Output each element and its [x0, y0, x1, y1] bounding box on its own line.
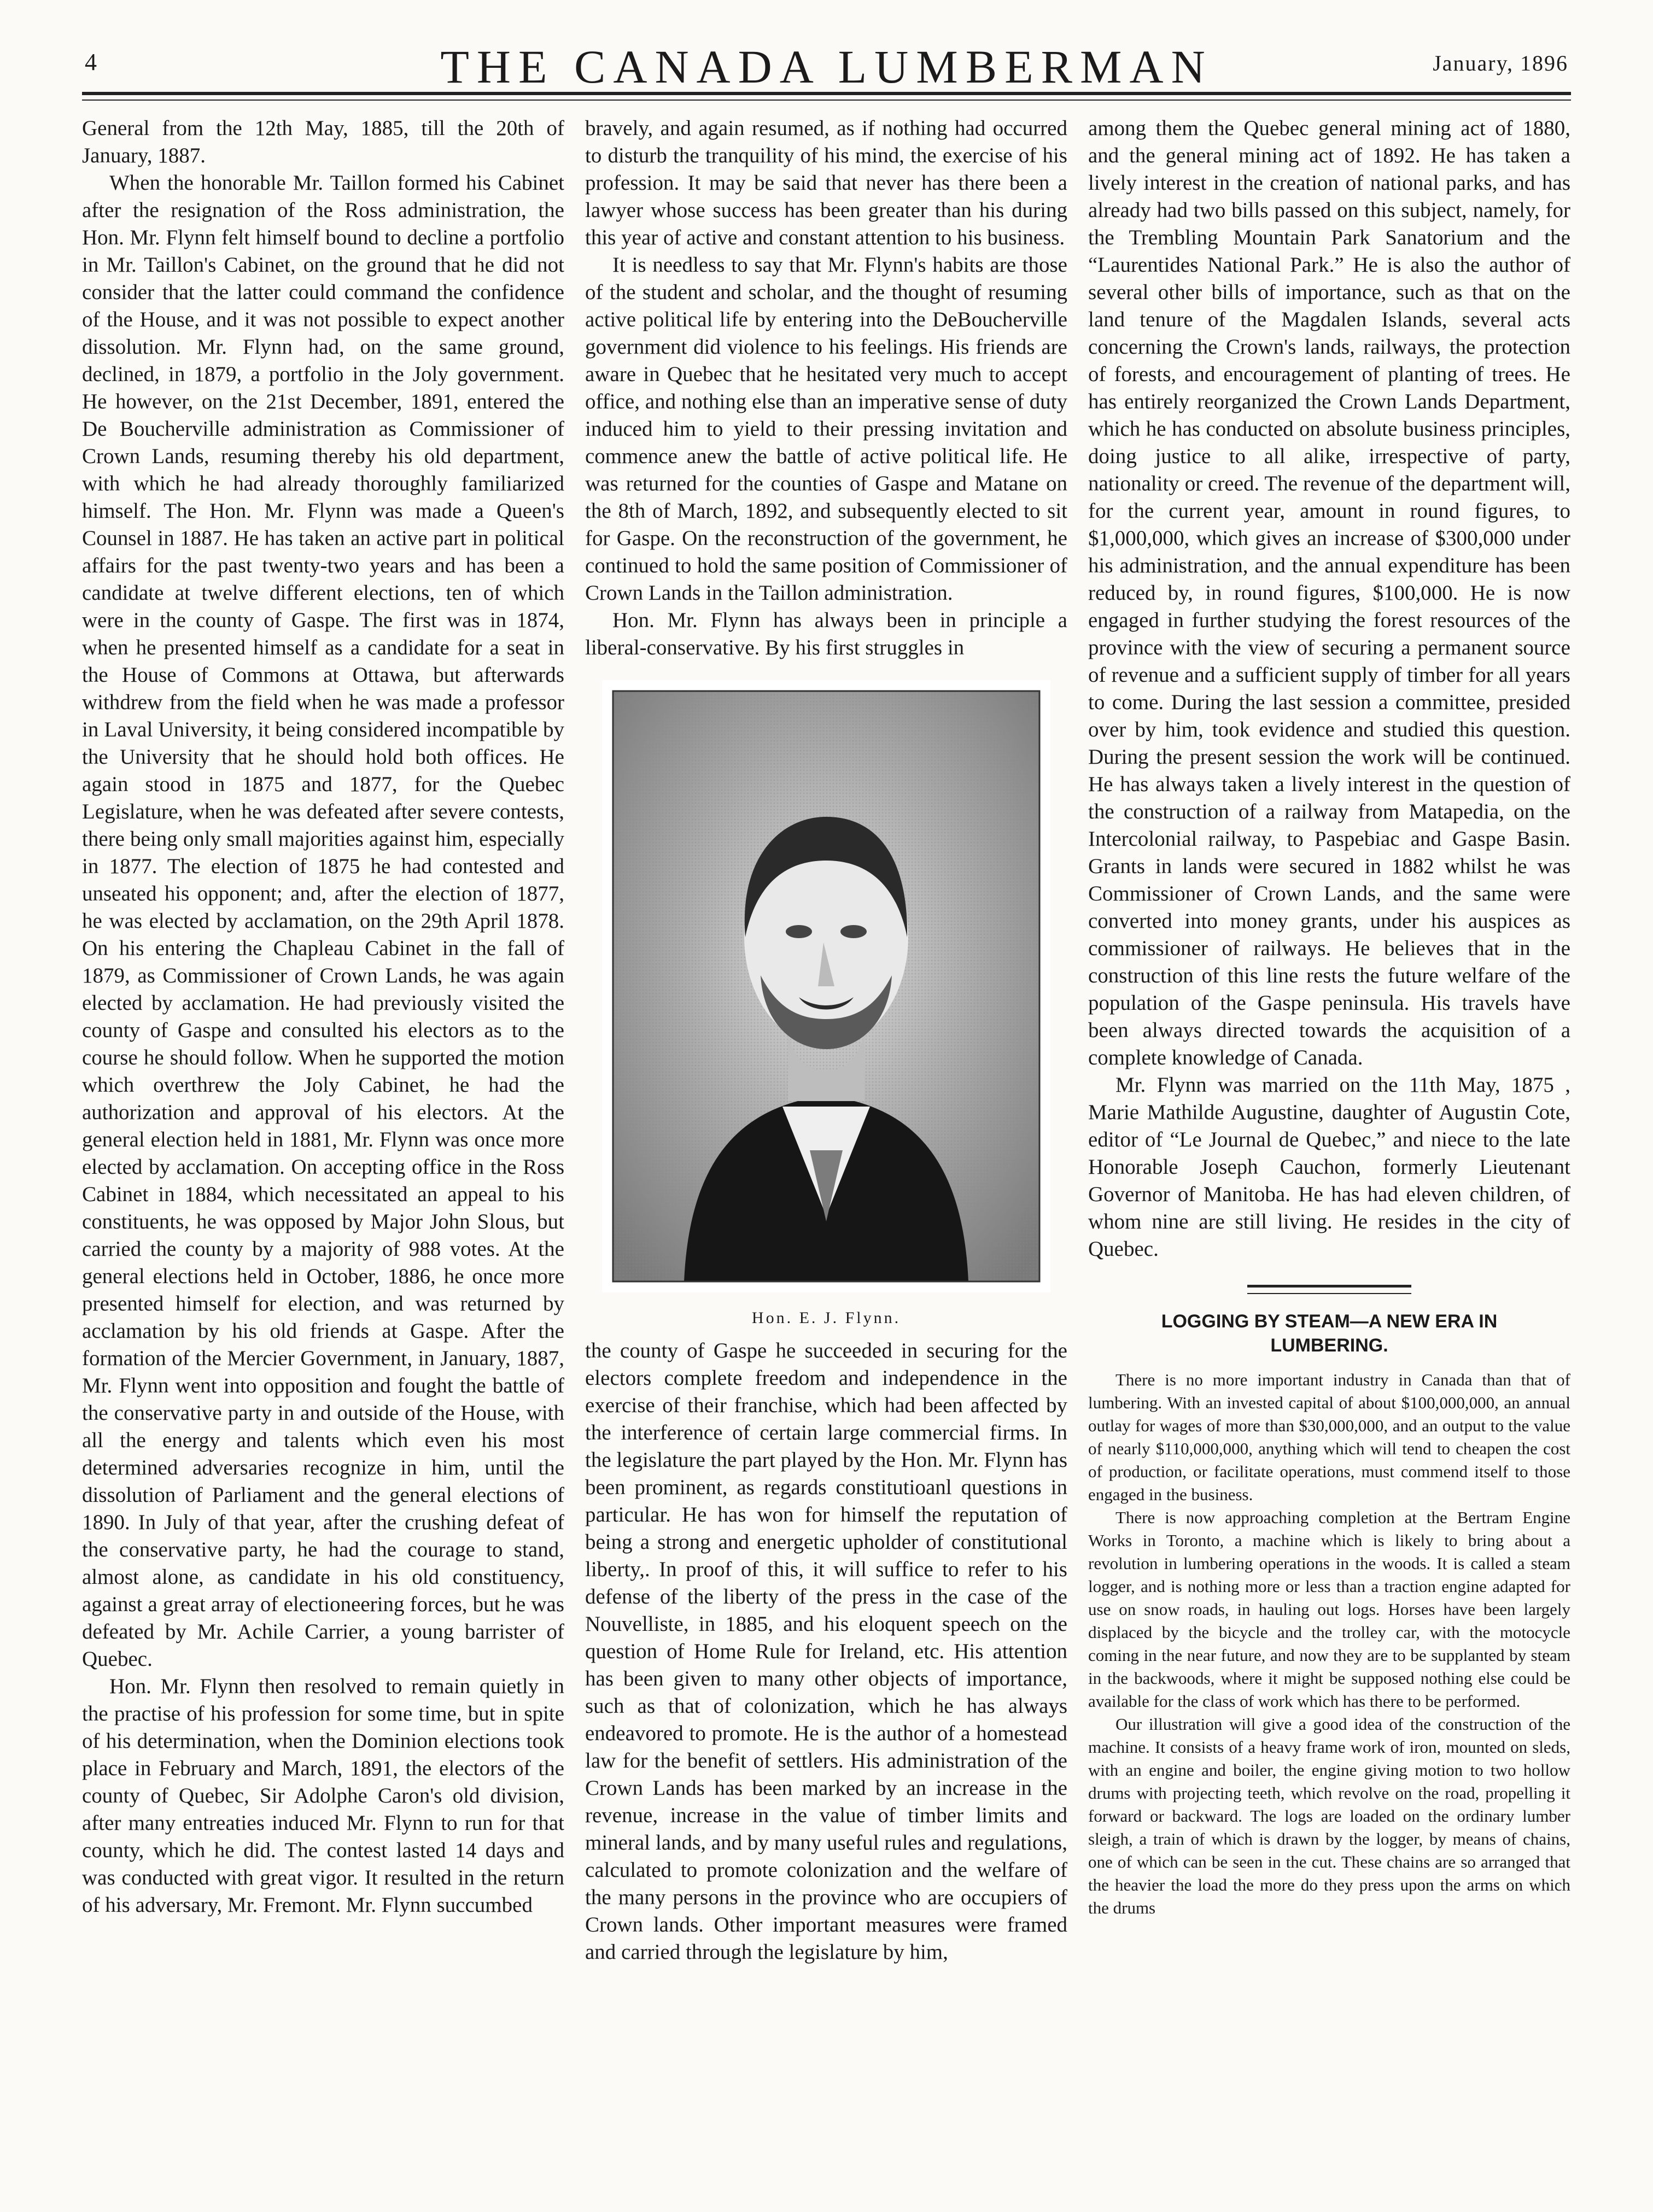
paragraph: the county of Gaspe he succeeded in securing for the electors complete freedom and independence in the exercise of their franchise, which had been affected by the interference of certain large commercial firms. In the legislature the part played by the Hon. Mr. Flynn has been prominent, as regards constitutioanl questions in particular. He has won for himself the reputation of being a strong and energetic upholder of constitutional liberty,. In proof of this, it will suffice to refer to his defense of the liberty of the press in the case of the Nouvelliste, in 1885, and his eloquent speech on the question of Home Rule for Ireland, etc. His attention has been given to many other objects of importance, such as that of colonization, which he has always endeavored to promote. He is the author of a homestead law for the benefit of settlers. His administration of the Crown Lands has been marked by an increase in the revenue, increase in the value of timber limits and mineral lands, and by many useful rules and regulations, calculated to promote colonization and the welfare of the many persons in the province who are occupiers of Crown lands. Other important measures were framed and carried through the legislature by him, [585, 1339, 1067, 1964]
issue-date: January, 1896 [1433, 51, 1568, 75]
header-rule [82, 92, 1571, 95]
portrait-caption: Hon. E. J. Flynn. [751, 1309, 901, 1327]
paragraph: bravely, and again resumed, as if nothing had occurred to disturb the tranquility of his mind, the exercise of his profession. It may be said that never has there been a lawyer whose success has been greater than his during this year of active and constant attention to his business. [585, 116, 1067, 249]
paragraph: Hon. Mr. Flynn then resolved to remain quietly in the practise of his profession for some time, but in spite of his determination, when the Dominion elections took place in February and March, 1891, the electors of the county of Quebec, Sir Adolphe Caron's old division, after many entreaties induced Mr. Flynn to run for that county, which he did. The contest lasted 14 days and was conducted with great vigor. It resulted in the return of his adversary, Mr. Fremont. Mr. Flynn succumbed [82, 1675, 564, 1917]
paragraph: among them the Quebec general mining act of 1880, and the general mining act of 1892. He has taken a lively interest in the creation of national parks, and has already had two bills passed on this subject, namely, for the Trembling Mountain Park Sanatorium and the “Laurentides National Park.” He is also the author of several other bills of importance, such as that on the land tenure of the Magdalen Islands, several acts concerning the Crown's lands, railways, the protection of forests, and encouragement of planting of trees. He has entirely reorganized the Crown Lands Department, which he has conducted on absolute business principles, doing justice to all alike, irrespective of party, nationality or creed. The revenue of the department will, for the current year, amount in round figures, to $1,000,000, which gives an increase of $300,000 under his administration, and the annual expenditure has been reduced by, in round figures, $100,000. He is now engaged in further studying the forest resources of the province with the view of securing a permanent source of revenue and a sufficient supply of timber for all years to come. During the last session a committee, presided over by him, took evidence and studied this question. During the present session the work will be continued. He has always taken a lively interest in the question of the construction of a railway from Matapedia, on the Intercolonial railway, to Paspebiac and Gaspe Basin. Grants in lands were secured in 1882 whilst he was Commissioner of Crown Lands, and the same were converted into money grants, under his auspices as commissioner of railways. He believes that in the construction of this line rests the future welfare of the population of the Gaspe peninsula. His travels have been always directed towards the acquisition of a complete knowledge of Canada. [1088, 116, 1570, 1069]
paragraph: When the honorable Mr. Taillon formed his Cabinet after the resignation of the Ross administration, the Hon. Mr. Flynn felt himself bound to decline a portfolio in Mr. Taillon's Cabinet, on the ground that he did not consider that the latter could command the confidence of the House, and it was not possible to expect another dissolution. Mr. Flynn had, on the same ground, declined, in 1879, a portfolio in the Joly government. He however, on the 21st December, 1891, entered the De Boucherville administration as Commissioner of Crown Lands, resuming thereby his old department, with which he had already thoroughly familiarized himself. The Hon. Mr. Flynn was made a Queen's Counsel in 1887. He has taken an active part in political affairs for the past twenty-two years and has been a candidate at twelve different elections, ten of which were in the county of Gaspe. The first was in 1874, when he presented himself as a candidate for a seat in the House of Commons at Ottawa, but afterwards withdrew from the field when he was made a professor in Laval University, it being considered incompatible by the University that he should hold both offices. He again stood in 1875 and 1877, for the Quebec Legislature, when he was defeated after severe contests, there being only small majorities against him, especially in 1877. The election of 1875 he had contested and unseated his opponent; and, after the election of 1877, he was elected by acclamation, on the 29th April 1878. On his entering the Chapleau Cabinet in the fall of 1879, as Commissioner of Crown Lands, he was again elected by acclamation. He had previously visited the county of Gaspe and consulted his electors as to the course he should follow. When he supported the motion which overthrew the Joly Cabinet, he had the authorization and approval of his electors. At the general election held in 1881, Mr. Flynn was once more elected by acclamation. On accepting office in the Ross Cabinet in 1884, which necessitated an appeal to his constituents, he was opposed by Major John Slous, but carried the county by a majority of 988 votes. At the general elections held in October, 1886, he once more presented himself for election, and was returned by acclamation by his old friends at Gaspe. After the formation of the Mercier Government, in January, 1887, Mr. Flynn went into opposition and fought the battle of the conservative party in and outside of the House, with all the energy and talents which even his most determined adversaries recognize in him, until the dissolution of Parliament and the general elections of 1890. In July of that year, after the crushing defeat of the conservative party, he had the courage to stand, almost alone, as candidate in his old constituency, against a great array of electioneering forces, but he was defeated by Mr. Achile Carrier, a young barrister of Quebec. [82, 171, 564, 1671]
section-divider-thin [1247, 1293, 1411, 1294]
column-2 [585, 115, 1067, 1966]
paragraph: Our illustration will give a good idea of the construction of the machine. It consists of a heavy frame work of iron, mounted on sleds, with an engine and boiler, the engine giving motion to two hollow drums with projecting teeth, which revolve on the road, propelling it forward or backward. The logs are loaded on the ordinary lumber sleigh, a train of which is drawn by the logger, by means of chains, one of which can be seen in the cut. These chains are so arranged that the heavier the load the more do they press upon the arms on which the drums [1088, 1714, 1570, 1917]
page-number: 4 [85, 49, 97, 75]
portrait-figure [602, 680, 1050, 1332]
paragraph: There is now approaching completion at the Bertram Engine Works in Toronto, a machine which is likely to bring about a revolution in lumbering operations in the woods. It is called a steam logger, and is nothing more or less than a traction engine adapted for use on snow roads, in hauling out logs. Horses have been largely displaced by the bicycle and the trolley car, with the motocycle coming in the near future, and now they are to be supplanted by steam in the backwoods, where it might be supposed nothing else could be available for the class of work which has there to be performed. [1088, 1508, 1570, 1711]
paragraph: Hon. Mr. Flynn has always been in principle a liberal-conservative. By his first struggles in [585, 608, 1067, 659]
column-3 [1088, 115, 1570, 1920]
logging-article [1088, 1368, 1570, 1920]
portrait-image [602, 680, 1050, 1292]
paragraph: Mr. Flynn was married on the 11th May, 1875 , Marie Mathilde Augustine, daughter of Augustin Cote, editor of “Le Journal de Quebec,” and niece to the late Honorable Joseph Cauchon, formerly Lieutenant Governor of Manitoba. He has had eleven children, of whom nine are still living. He resides in the city of Quebec. [1088, 1073, 1570, 1261]
paragraph: There is no more important industry in Canada than that of lumbering. With an invested capital of about $100,000,000, an annual outlay for wages of more than $30,000,000, and an output to the value of nearly $110,000,000, anything which will tend to cheapen the cost of production, or facilitate operations, must commend itself to those engaged in the business. [1088, 1370, 1570, 1504]
paragraph: It is needless to say that Mr. Flynn's habits are those of the student and scholar, and the thought of resuming active political life by entering into the DeBoucherville government did violence to his feelings. His friends are aware in Quebec that he hesitated very much to accept office, and nothing else than an imperative sense of duty induced him to yield to their pressing invitation and commence anew the battle of active political life. He was returned for the counties of Gaspe and Matane on the 8th of March, 1892, and subsequently elected to sit for Gaspe. On the reconstruction of the government, he continued to hold the same position of Commissioner of Crown Lands in the Taillon administration. [585, 253, 1067, 605]
header-rule-thin [82, 100, 1571, 101]
section-divider [1247, 1285, 1411, 1288]
masthead [0, 0, 1653, 98]
paragraph: General from the 12th May, 1885, till the 20th of January, 1887. [82, 116, 564, 167]
section-title: LOGGING BY STEAM—A NEW ERA IN LUMBERING. [1161, 1311, 1498, 1356]
column-1 [82, 115, 564, 1919]
publication-title: THE CANADA LUMBERMAN [440, 40, 1213, 93]
